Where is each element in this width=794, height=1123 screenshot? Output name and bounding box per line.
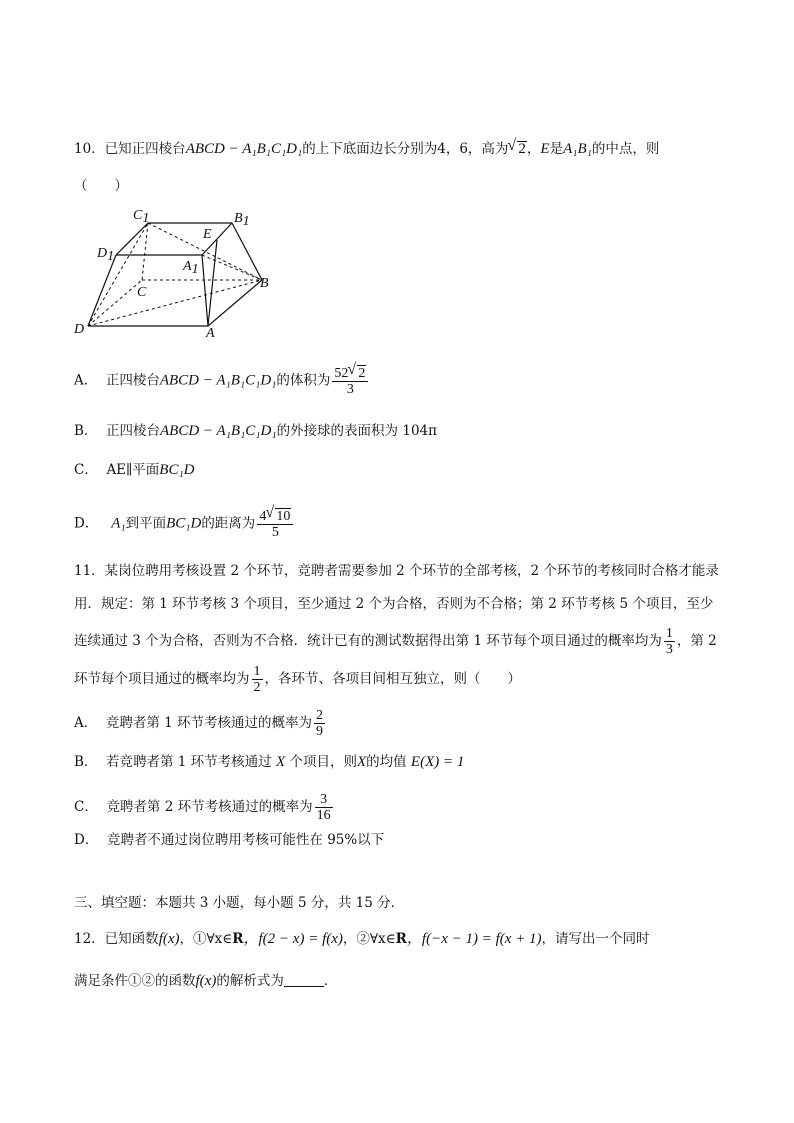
label-a: A xyxy=(206,326,215,340)
q10-point-e: E xyxy=(540,141,550,157)
q11-line1: 11．某岗位聘用考核设置 2 个环节，竞聘者需要参加 2 个环节的全部考核，2 个环节的考核同时合格才能录 xyxy=(74,563,719,579)
frustum-figure xyxy=(70,200,290,340)
q11-option-d: D． 竞聘者不通过岗位聘用考核可能性在 95%以下 xyxy=(74,832,385,848)
answer-blank[interactable] xyxy=(284,974,324,987)
edge-d1c1 xyxy=(116,223,148,255)
label-d1: D1 xyxy=(97,246,115,264)
diag-a1b xyxy=(202,255,262,280)
q11-option-a: A． 竞聘者第 1 环节考核通过的概率为 $\frac{2}{9}$ xyxy=(74,708,324,739)
edge-dc xyxy=(88,280,142,326)
edge-b1b xyxy=(232,223,262,280)
diag-dc1 xyxy=(88,223,148,326)
q10-number: 10．已知正四棱台 xyxy=(74,141,186,157)
q10-option-c: C． AE∥平面BC₁D xyxy=(74,462,195,478)
q10-segment-a1b1: A₁B₁ xyxy=(563,141,592,157)
volume-fraction: $\frac{52√ 2}{3}$ xyxy=(332,365,368,397)
edge-a1a xyxy=(202,255,208,326)
q11-fraction-1-3: $\frac{1}{3}$ xyxy=(665,626,673,657)
q12-line2: 满足条件①②的函数f(x)的解析式为 ． xyxy=(74,973,338,989)
label-b1: B1 xyxy=(234,211,250,229)
label-d: D xyxy=(74,322,85,337)
q11-option-b: B． 若竞聘者第 1 环节考核通过 X 个项目，则X的均值 E(X) = 1 xyxy=(74,754,465,770)
q10-option-d: D． A₁到平面BC₁D的距离为 $\frac{4√ 10}{5}$ xyxy=(74,508,295,540)
q10-text1: 的上下底面边长分别为4，6，高为 xyxy=(302,141,509,157)
q10-sqrt2: √ 2 xyxy=(508,139,527,159)
section-heading: 三、填空题：本题共 3 小题，每小题 5 分，共 15 分． xyxy=(74,895,405,911)
segment-ae xyxy=(208,240,217,326)
label-c1: C1 xyxy=(133,208,150,226)
q10-option-a: A． 正四棱台ABCD − A₁B₁C₁D₁的体积为 $\frac{52√ 2}{3}$ xyxy=(74,365,370,397)
q10-frustum: ABCD − A₁B₁C₁D₁ xyxy=(185,141,303,157)
distance-fraction: $\frac{4√ 10}{5}$ xyxy=(257,508,293,540)
label-e: E xyxy=(203,227,212,242)
q11-line4: 环节每个项目通过的概率均为 $\frac{1}{2}$ ，各环节、各项目间相互独立，则（ ） xyxy=(74,664,521,695)
q11-option-c: C． 竞聘者第 2 环节考核通过的概率为 $\frac{3}{16}$ xyxy=(74,792,331,823)
q11-line2: 用．规定：第 1 环节考核 3 个项目，至少通过 2 个为合格，否则为不合格；第 2 环节考核 5 个项目，至少 xyxy=(74,596,714,612)
q11-fraction-1-2: $\frac{1}{2}$ xyxy=(253,664,261,695)
label-c: C xyxy=(137,285,147,300)
label-b: B xyxy=(260,276,269,291)
q10-answer-paren: （ ） xyxy=(74,178,128,194)
q10-option-b: B． 正四棱台ABCD − A₁B₁C₁D₁的外接球的表面积为 104π xyxy=(74,423,437,439)
q11-line3: 连续通过 3 个为合格，否则为不合格．统计已有的测试数据得出第 1 环节每个项目通过的概率均为 $\frac{1}{3}$ ，第 2 xyxy=(74,626,717,657)
label-a1: A1 xyxy=(183,259,199,277)
q10-stem: 10．已知正四棱台ABCD − A₁B₁C₁D₁的上下底面边长分别为4，6，高为√ 2，E是A₁B₁的中点，则 xyxy=(74,139,659,159)
edge-d1d xyxy=(88,255,116,326)
q12-line1: 12．已知函数f(x)，①∀x∈R，f(2 − x) = f(x)，②∀x∈R，f(−x − 1) = f(x + 1)，请写出一个同时 xyxy=(74,931,650,947)
